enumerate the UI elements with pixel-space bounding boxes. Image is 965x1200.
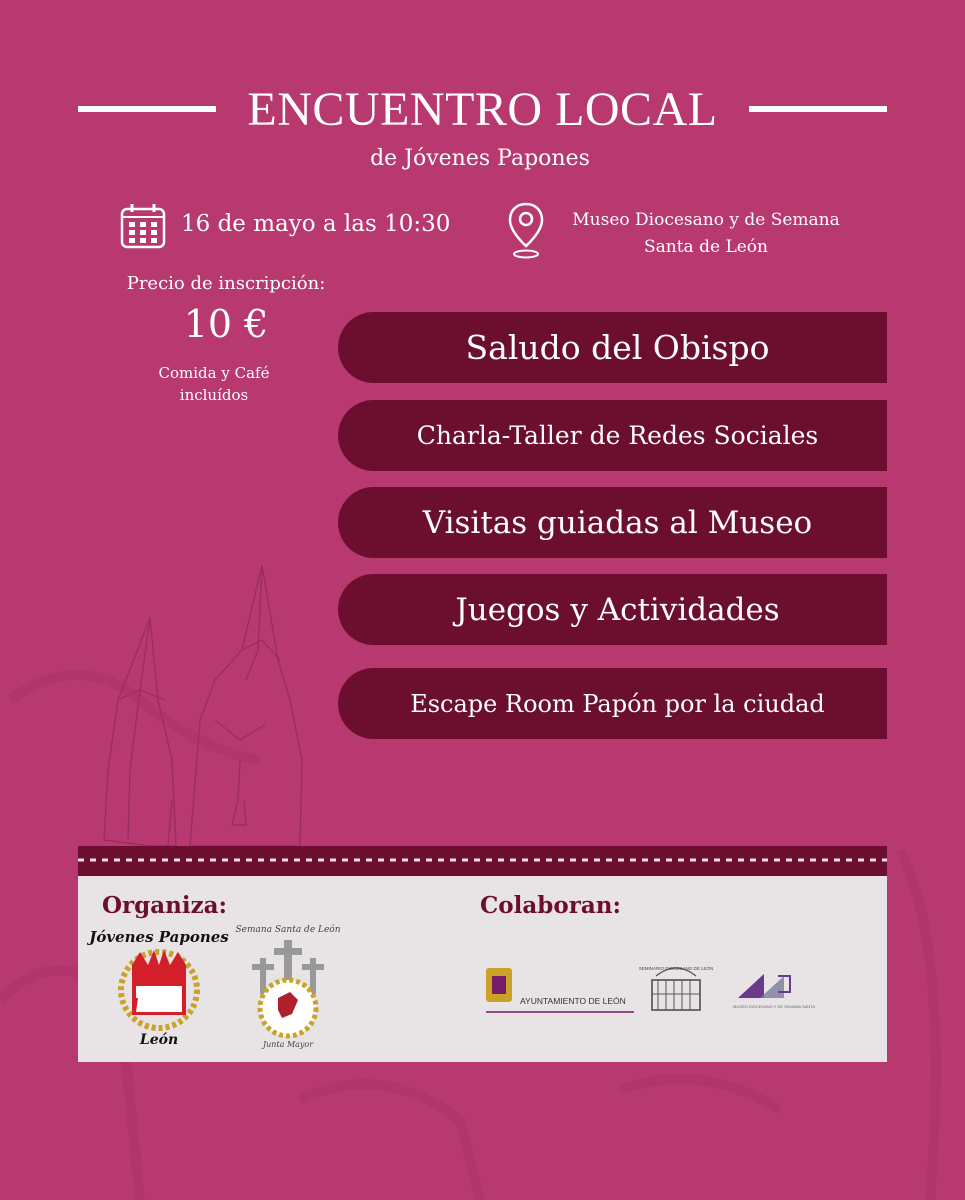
ayuntamiento-leon-logo	[484, 964, 634, 1018]
seminario-diocesano-text: SEMINARIO DIOCESANO DE LEÓN	[638, 966, 714, 971]
event-date: 16 de mayo a las 10:30	[181, 211, 451, 237]
organiza-label: Organiza:	[102, 892, 228, 919]
venue-line-1: Museo Diocesano y de Semana	[572, 210, 840, 230]
semana-santa-logo-text: Semana Santa de León	[235, 925, 341, 935]
title-rule-left	[78, 106, 216, 112]
activity-item-saludo: Saludo del Obispo	[338, 312, 887, 383]
location-pin-icon	[505, 200, 547, 260]
activity-item-charla: Charla-Taller de Redes Sociales	[338, 400, 887, 471]
colaboran-label: Colaboran:	[480, 892, 621, 919]
sponsors-footer	[78, 846, 887, 1062]
title-rule-right	[749, 106, 887, 112]
event-subtitle: de Jóvenes Papones	[370, 146, 590, 171]
museo-diocesano-text: MUSEO DIOCESANO Y DE SEMANA SANTA	[732, 1004, 816, 1009]
venue-line-2: Santa de León	[644, 237, 768, 257]
footer-band	[78, 846, 887, 876]
jovenes-papones-logo	[89, 920, 229, 1050]
event-title: ENCUENTRO LOCAL	[247, 83, 718, 136]
seminario-diocesano-logo	[638, 960, 714, 1018]
footer-dashed-line	[78, 858, 887, 862]
jovenes-papones-logo-city: León	[139, 1032, 179, 1048]
activity-item-juegos: Juegos y Actividades	[338, 574, 887, 645]
price-value: 10 €	[183, 302, 269, 346]
ayuntamiento-leon-text: AYUNTAMIENTO DE LEÓN	[520, 996, 626, 1006]
museo-diocesano-logo	[732, 968, 816, 1012]
price-note	[126, 362, 302, 406]
event-venue	[560, 207, 852, 261]
calendar-icon	[120, 203, 166, 249]
price-note-line-1: Comida y Café	[158, 364, 270, 382]
semana-santa-leon-logo	[235, 918, 341, 1050]
semana-santa-logo-subtext: Junta Mayor	[262, 1040, 314, 1049]
title-row	[78, 84, 887, 134]
price-note-line-2: incluídos	[179, 386, 249, 404]
activity-item-visitas: Visitas guiadas al Museo	[338, 487, 887, 558]
price-label: Precio de inscripción:	[126, 273, 326, 294]
jovenes-papones-logo-text: Jóvenes Papones	[89, 928, 229, 946]
activity-item-escape-room: Escape Room Papón por la ciudad	[338, 668, 887, 739]
